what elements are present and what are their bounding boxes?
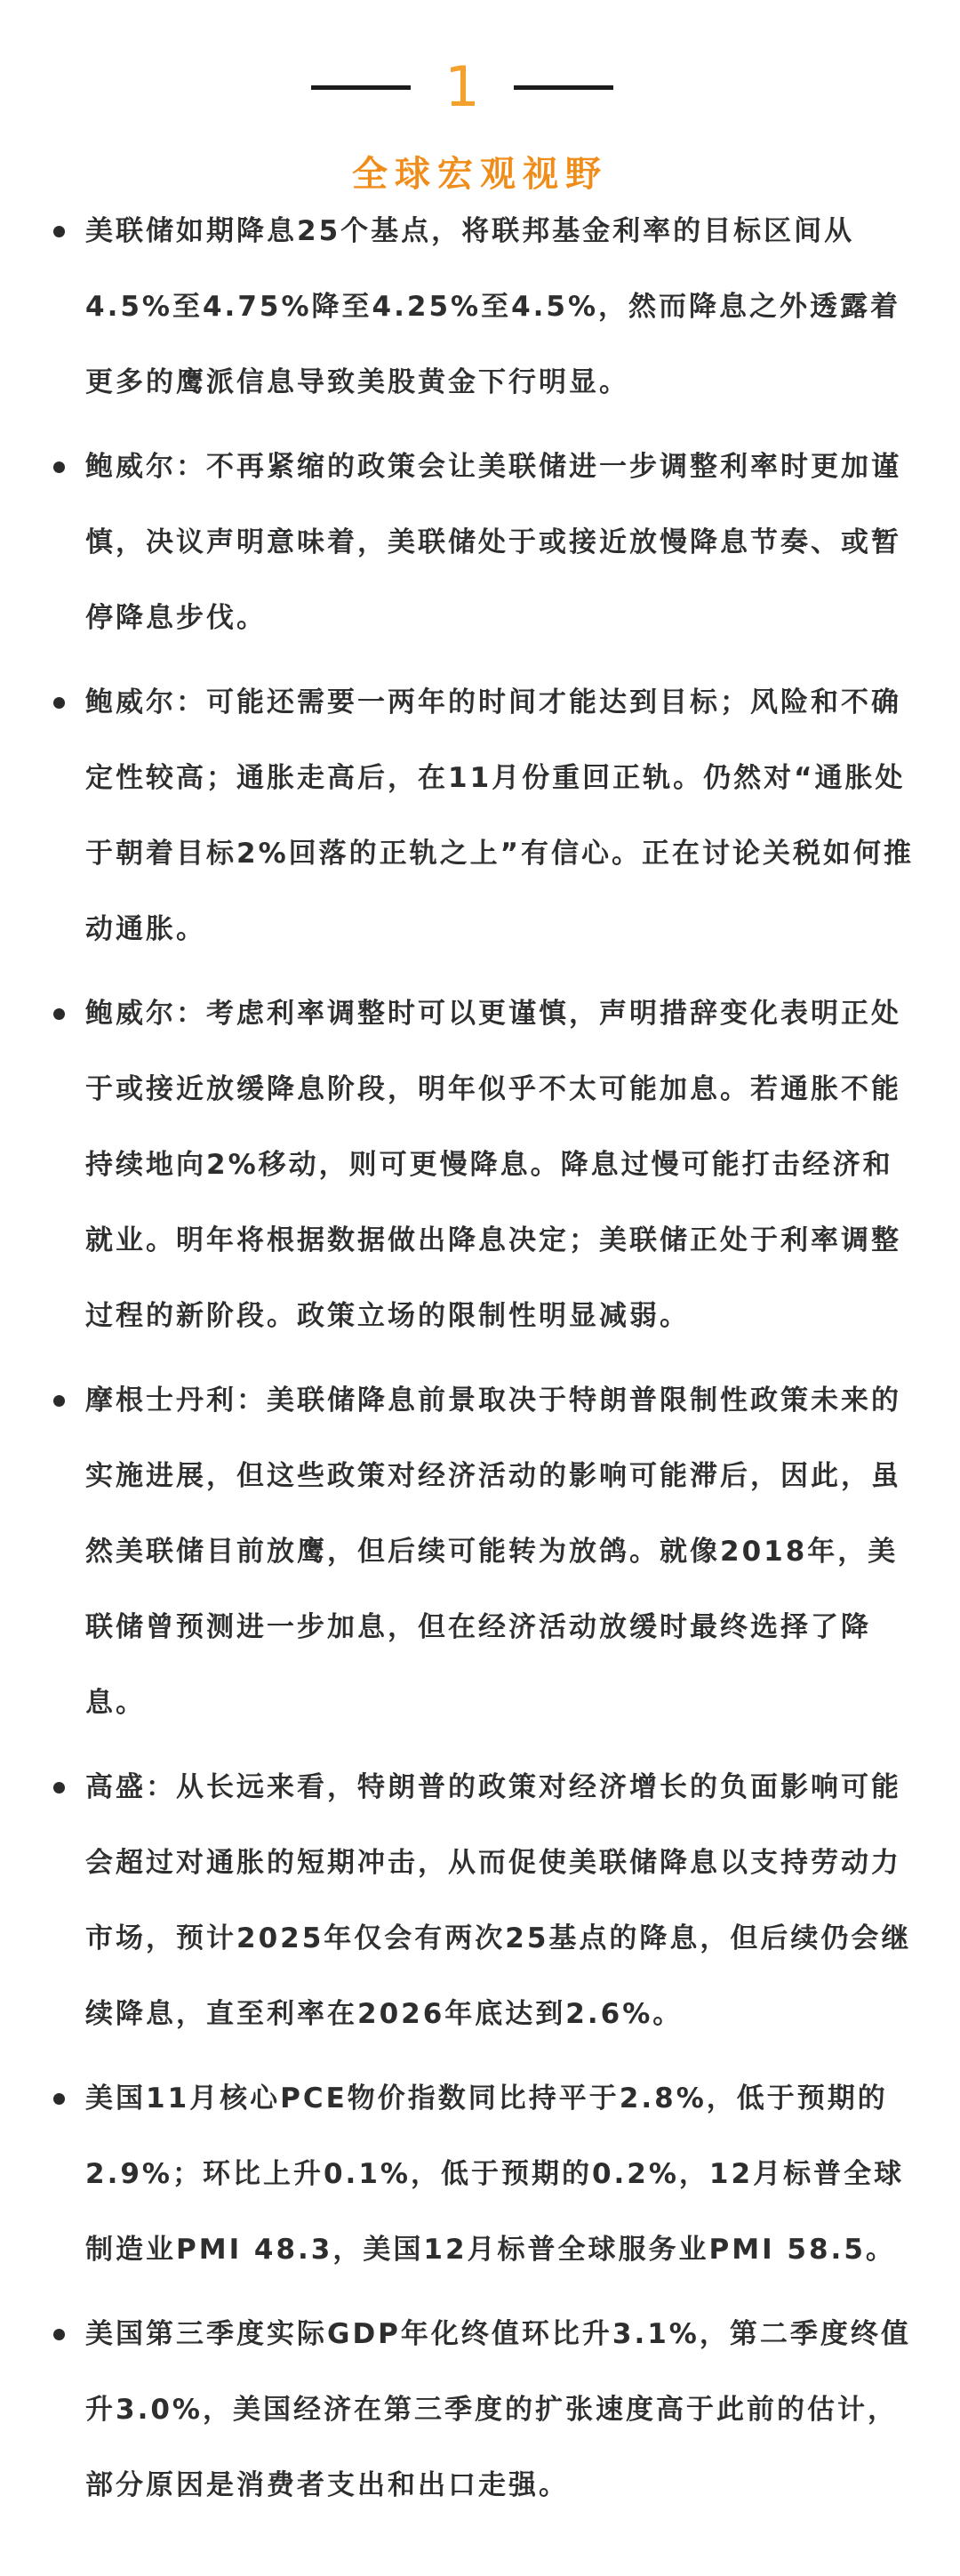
bullet-dot-icon bbox=[53, 1008, 65, 1020]
bullet-text: 高盛：从长远来看，特朗普的政策对经济增长的负面影响可能会超过对通胀的短期冲击，从而促使美联储降息以支持劳动力市场，预计2025年仅会有两次25基点的降息，但后续仍会继续降息，直至利率在2026年底达到2.6%。 bbox=[85, 1771, 912, 2030]
header-rule-right bbox=[514, 85, 613, 90]
bullet-dot-icon bbox=[53, 1782, 65, 1794]
bullet-text: 美国11月核心PCE物价指数同比持平于2.8%，低于预期的2.9%；环比上升0.1%，低于预期的0.2%，12月标普全球制造业PMI 48.3，美国12月标普全球服务业PMI 58.5。 bbox=[85, 2082, 905, 2266]
bullet-dot-icon bbox=[53, 461, 65, 473]
bullet-item-us-gdp bbox=[50, 2297, 921, 2524]
bullet-dot-icon bbox=[53, 226, 65, 237]
bullet-text: 鲍威尔：可能还需要一两年的时间才能达到目标；风险和不确定性较高；通胀走高后，在11月份重回正轨。仍然对“通胀处于朝着目标2%回落的正轨之上”有信心。正在讨论关税如何推动通胀。 bbox=[85, 686, 915, 945]
header-rule-left bbox=[311, 85, 411, 90]
bullet-dot-icon bbox=[53, 697, 65, 709]
bullet-text: 鲍威尔：不再紧缩的政策会让美联储进一步调整利率时更加谨慎，决议声明意味着，美联储处于或接近放慢降息节奏、或暂停降息步伐。 bbox=[85, 451, 901, 634]
bullet-text: 美联储如期降息25个基点，将联邦基金利率的目标区间从4.5%至4.75%降至4.25%至4.5%，然而降息之外透露着更多的鹰派信息导致美股黄金下行明显。 bbox=[85, 215, 901, 398]
bullet-text: 美国第三季度实际GDP年化终值环比升3.1%，第二季度终值升3.0%，美国经济在第三季度的扩张速度高于此前的估计，部分原因是消费者支出和出口走强。 bbox=[85, 2318, 911, 2501]
section-title: 全球宏观视野 bbox=[352, 154, 608, 195]
bullet-item-morgan-stanley bbox=[50, 1363, 921, 1741]
bullet-item-powell-inflation bbox=[50, 665, 921, 967]
bullet-item-fed-rate-cut bbox=[50, 194, 921, 421]
bullet-list bbox=[50, 194, 921, 2532]
bullet-item-powell-policy bbox=[50, 429, 921, 656]
bullet-dot-icon bbox=[53, 2329, 65, 2340]
section-header bbox=[0, 44, 960, 133]
section-number: 1 bbox=[444, 54, 480, 119]
bullet-text: 鲍威尔：考虑利率调整时可以更谨慎，声明措辞变化表明正处于或接近放缓降息阶段，明年似乎不太可能加息。若通胀不能持续地向2%移动，则可更慢降息。降息过慢可能打击经济和就业。明年将根据数据做出降息决定；美联储正处于利率调整过程的新阶段。政策立场的限制性明显减弱。 bbox=[85, 998, 901, 1332]
bullet-text: 摩根士丹利：美联储降息前景取决于特朗普限制性政策未来的实施进展，但这些政策对经济活动的影响可能滞后，因此，虽然美联储目前放鹰，但后续可能转为放鸽。就像2018年，美联储曾预测进一步加息，但在经济活动放缓时最终选择了降息。 bbox=[85, 1384, 901, 1719]
bullet-dot-icon bbox=[53, 2093, 65, 2105]
bullet-dot-icon bbox=[53, 1395, 65, 1407]
bullet-item-goldman-sachs bbox=[50, 1750, 921, 2052]
bullet-item-powell-cautious bbox=[50, 976, 921, 1354]
bullet-item-us-pce-pmi bbox=[50, 2061, 921, 2288]
